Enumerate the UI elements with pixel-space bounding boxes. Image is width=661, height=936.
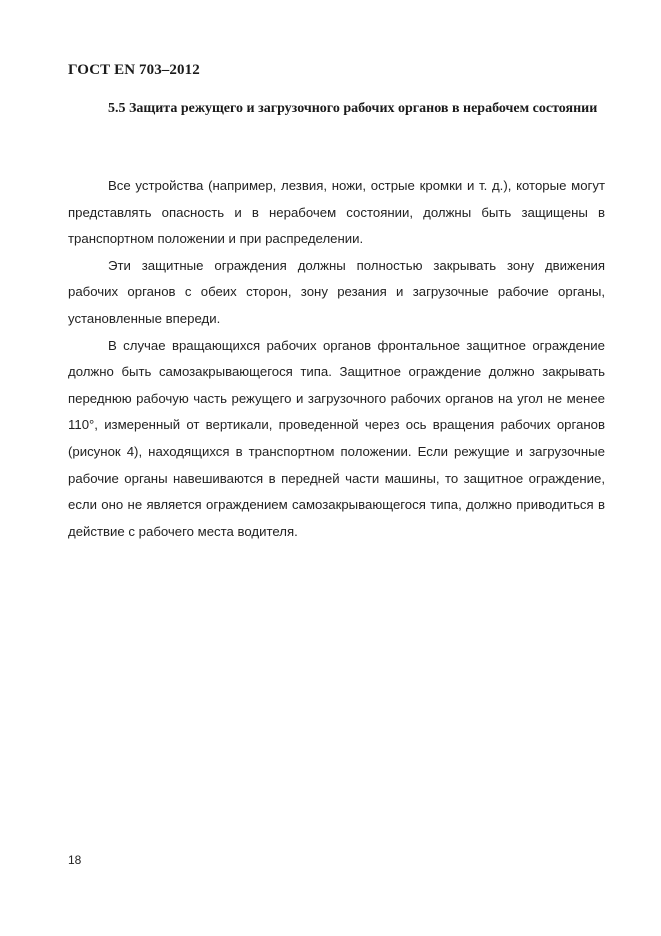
section-title: Защита режущего и загрузочного рабочих органов в нерабочем состоянии [129,101,598,116]
body-text [68,173,605,545]
paragraph-1: Все устройства (например, лезвия, ножи, острые кромки и т. д.), которые могут представлять опасность и в нерабочем состоянии, должны быть защищены в транспортном положении и при распределении. [68,178,605,247]
page-number: 18 [68,853,82,867]
paragraph-3: В случае вращающихся рабочих органов фронтальное защитное ограждение должно быть самозакрывающегося типа. Защитное ограждение должно закрывать переднюю рабочую часть режущего и загрузочного рабочих органов на угол не менее 110°, измеренный от вертикали, проведенной через ось вращения рабочих органов (рисунок 4), находящихся в транспортном положении. Если режущие и загрузочные рабочие органы навешиваются в передней части машины, то защитное ограждение, если оно не является ограждением самозакрывающегося типа, должно приводиться в действие с рабочего места водителя. [68,337,605,539]
paragraph-2: Эти защитные ограждения должны полностью закрывать зону движения рабочих органов с обеих сторон, зону резания и загрузочные рабочие органы, установленные впереди. [68,257,605,326]
section-number: 5.5 [108,101,126,116]
section-heading [68,95,605,122]
document-header: ГОСТ EN 703–2012 [68,62,200,78]
